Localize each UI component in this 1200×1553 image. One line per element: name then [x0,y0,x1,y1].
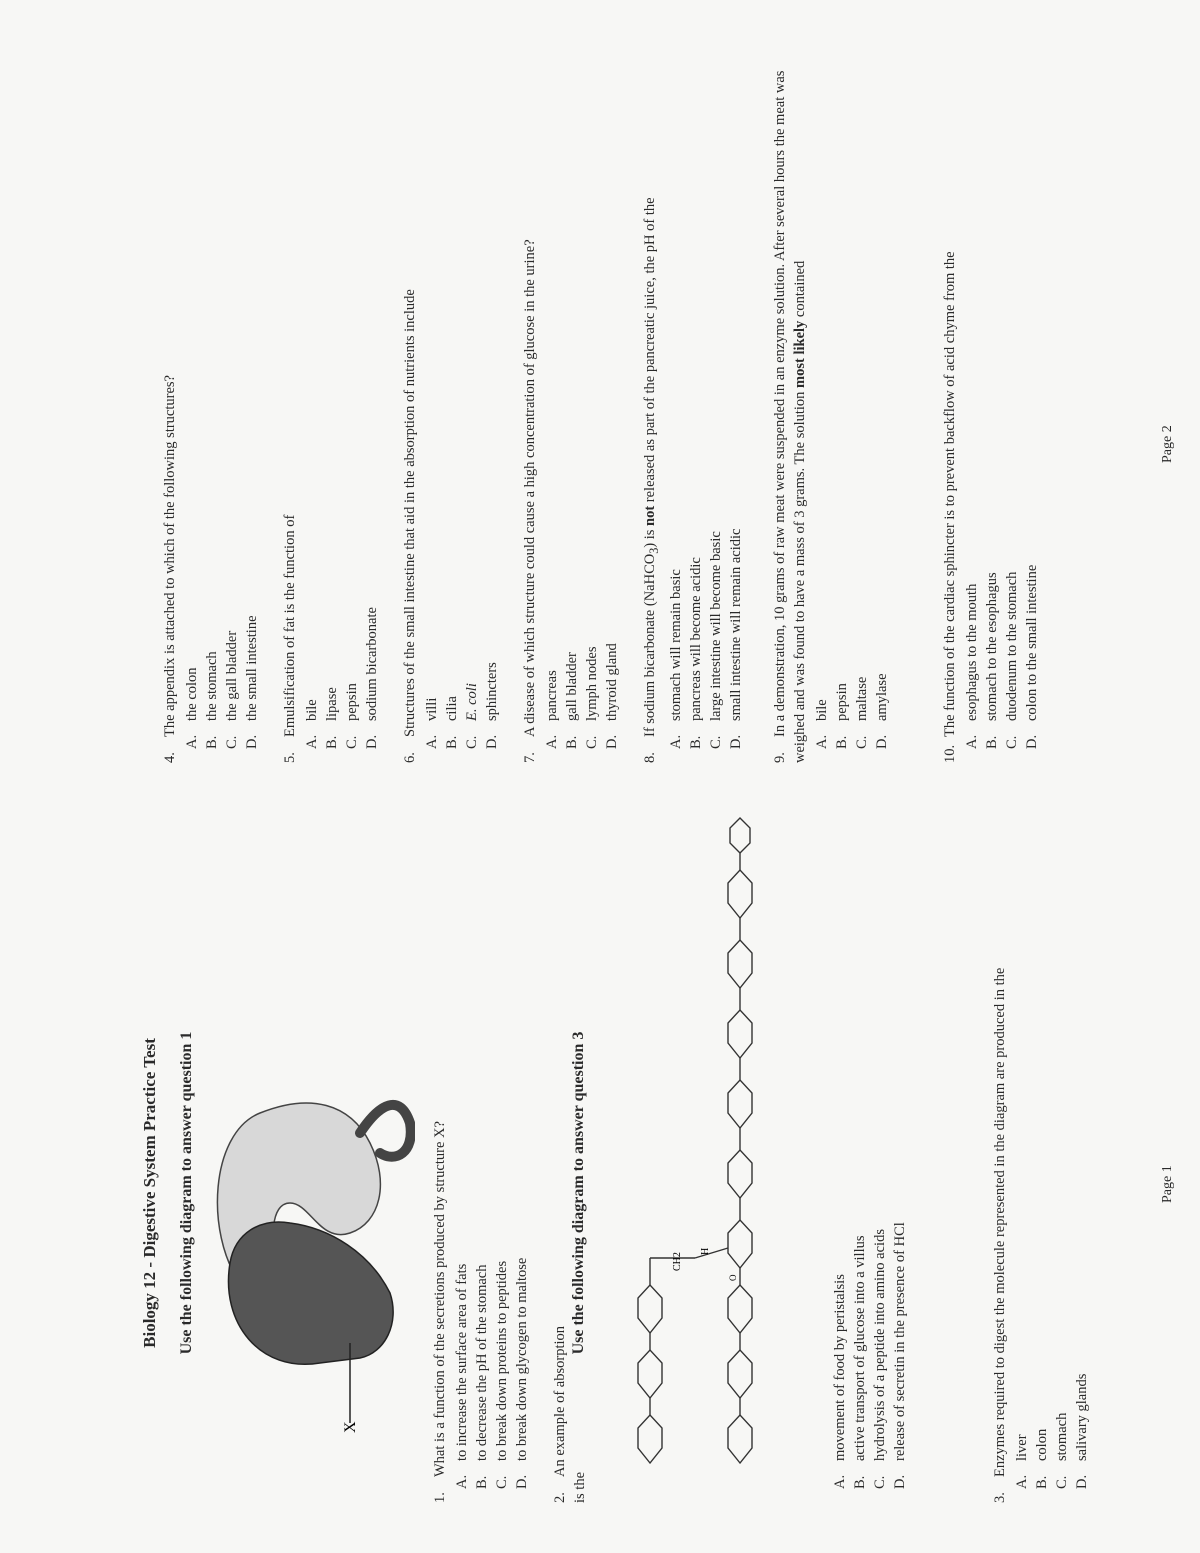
answer-option[interactable]: C.large intestine will become basic [707,531,724,749]
sugar-ring [638,1350,662,1398]
question-stem: The appendix is attached to which of the following structures? [162,375,178,737]
glycogen-label-ch2: CH2 [672,1252,683,1271]
answer-option[interactable]: D.amylase [874,673,890,749]
question-number: 8. [642,752,658,763]
question-5 [280,83,382,763]
answer-option[interactable]: D.release of secretin in the presence of HCl [892,1222,908,1489]
answer-option[interactable]: C.hydrolysis of a peptide into amino acids [872,1229,888,1489]
sugar-ring [728,1285,752,1333]
answer-option[interactable]: B.lipase [324,687,340,749]
page-number: Page 1 [1160,1165,1175,1203]
question-9: 9.In a demonstration, 10 grams of raw meat were suspended in an enzyme solution. After several hours the meat was weighed and was found to have a mass of 3 grams. The solution most likely contained A.bile B.pepsin C.maltase D.amylase [770,63,892,763]
liver-shape [228,1222,393,1364]
question-6 [400,83,502,763]
answer-option[interactable]: A.the colon [184,667,200,749]
question-number: 9. [772,752,788,763]
answer-option[interactable]: C.pepsin [344,683,360,749]
answer-option[interactable]: A.liver [1014,1434,1030,1489]
glycogen-label-o: O [728,1274,738,1281]
answer-option[interactable]: A.esophagus to the mouth [964,583,980,749]
question-number: 5. [282,752,298,763]
answer-option[interactable]: A.villi [424,697,440,749]
answer-option[interactable]: C.E. coli [464,683,480,749]
instruction-question-1: Use the following diagram to answer question 1 [178,1031,195,1355]
answer-option[interactable]: B.active transport of glucose into a villus [852,1235,868,1489]
answer-option[interactable]: C.stomach [1054,1412,1070,1489]
page-title: Biology 12 - Digestive System Practice Test [140,1038,159,1348]
question-2-options [830,903,910,1503]
answer-option[interactable]: B.cilia [444,696,460,749]
question-8: 8.If sodium bicarbonate (NaHCO$_3$) is not released as part of the pancreatic juice, the pH of the A.stomach will remain basic B.pancreas will become acidic C.large intestine will become basic D.small intestine will remain acidic [640,63,746,763]
answer-option[interactable]: B.pancreas will become acidic [687,557,704,749]
question-stem: If sodium bicarbonate (NaHCO [642,553,658,737]
answer-option[interactable]: A.to increase the surface area of fats [454,1263,470,1489]
answer-option[interactable]: D.sphincters [484,662,500,749]
sugar-ring [728,940,752,988]
question-stem: A disease of which structure could cause a high concentration of glucose in the urine? [522,239,538,737]
answer-option[interactable]: A.bile [304,699,320,749]
sugar-ring [638,1285,662,1333]
digestive-organs-diagram [200,1073,415,1433]
sugar-ring [728,1220,752,1268]
sugar-ring [728,1350,752,1398]
answer-option[interactable]: A.pancreas [544,670,560,749]
answer-option[interactable]: D.to break down glycogen to maltose [514,1257,530,1489]
question-stem: Enzymes required to digest the molecule represented in the diagram are produced in the [992,967,1008,1477]
question-number: 2. [552,1492,568,1503]
sugar-ring [728,1080,752,1128]
answer-option[interactable]: D.colon to the small intestine [1024,564,1040,749]
answer-option[interactable]: A.stomach will remain basic [667,569,684,749]
question-number: 4. [162,752,178,763]
answer-option[interactable]: C.to break down proteins to peptides [494,1260,510,1489]
answer-option[interactable]: B.colon [1034,1428,1050,1489]
answer-option[interactable]: B.gall bladder [564,652,580,749]
answer-option[interactable]: C.duodenum to the stomach [1004,571,1020,749]
sugar-ring [728,870,752,918]
page-2 [130,63,1175,763]
question-3 [990,803,1092,1503]
question-number: 3. [992,1492,1008,1503]
answer-option[interactable]: D.the small intestine [244,615,260,749]
question-stem: In a demonstration, 10 grams of raw meat were suspended in an enzyme solution. After several hours the meat was weighed and was found to have a mass of 3 grams. The solution [772,70,808,763]
answer-option[interactable]: C.lymph nodes [584,646,600,749]
page-1 [130,803,1175,1503]
sugar-ring [728,1010,752,1058]
question-stem: Structures of the small intestine that aid in the absorption of nutrients include [402,289,418,737]
instruction-question-3: Use the following diagram to answer question 3 [570,1031,587,1355]
answer-option[interactable]: B.pepsin [834,683,850,749]
answer-option[interactable]: B.the stomach [204,651,220,749]
question-10 [940,63,1042,763]
question-1 [430,943,532,1503]
question-7 [520,83,622,763]
sugar-ring [728,1150,752,1198]
glycogen-molecule-diagram [610,813,800,1483]
answer-option[interactable]: A.movement of food by peristalsis [832,1274,848,1489]
answer-option[interactable]: D.sodium bicarbonate [364,607,380,749]
question-4 [160,83,262,763]
answer-option[interactable]: A.bile [814,699,830,749]
answer-option[interactable]: D.small intestine will remain acidic [727,528,744,749]
page-number: Page 2 [1160,425,1175,463]
answer-option[interactable]: B.to decrease the pH of the stomach [474,1264,490,1489]
answer-option[interactable]: D.thyroid gland [604,643,620,749]
question-stem: The function of the cardiac sphincter is to prevent backflow of acid chyme from the [942,251,958,737]
answer-option[interactable]: D.salivary glands [1074,1373,1090,1489]
question-number: 6. [402,752,418,763]
question-stem: Emulsification of fat is the function of [282,514,298,737]
sugar-ring [728,1415,752,1463]
question-stem: An example of absorption is the [552,1325,588,1503]
answer-option[interactable]: C.the gall bladder [224,630,240,749]
label-x: X [342,1421,359,1433]
question-number: 7. [522,752,538,763]
question-number: 1. [432,1492,448,1503]
sugar-ring [730,818,750,853]
answer-option[interactable]: B.stomach to the esophagus [984,572,1000,749]
question-stem: What is a function of the secretions produced by structure X? [432,1121,448,1477]
question-number: 10. [942,744,958,763]
glycogen-label-h: H [700,1247,711,1255]
answer-option[interactable]: C.maltase [854,676,870,749]
sugar-ring [638,1415,662,1463]
